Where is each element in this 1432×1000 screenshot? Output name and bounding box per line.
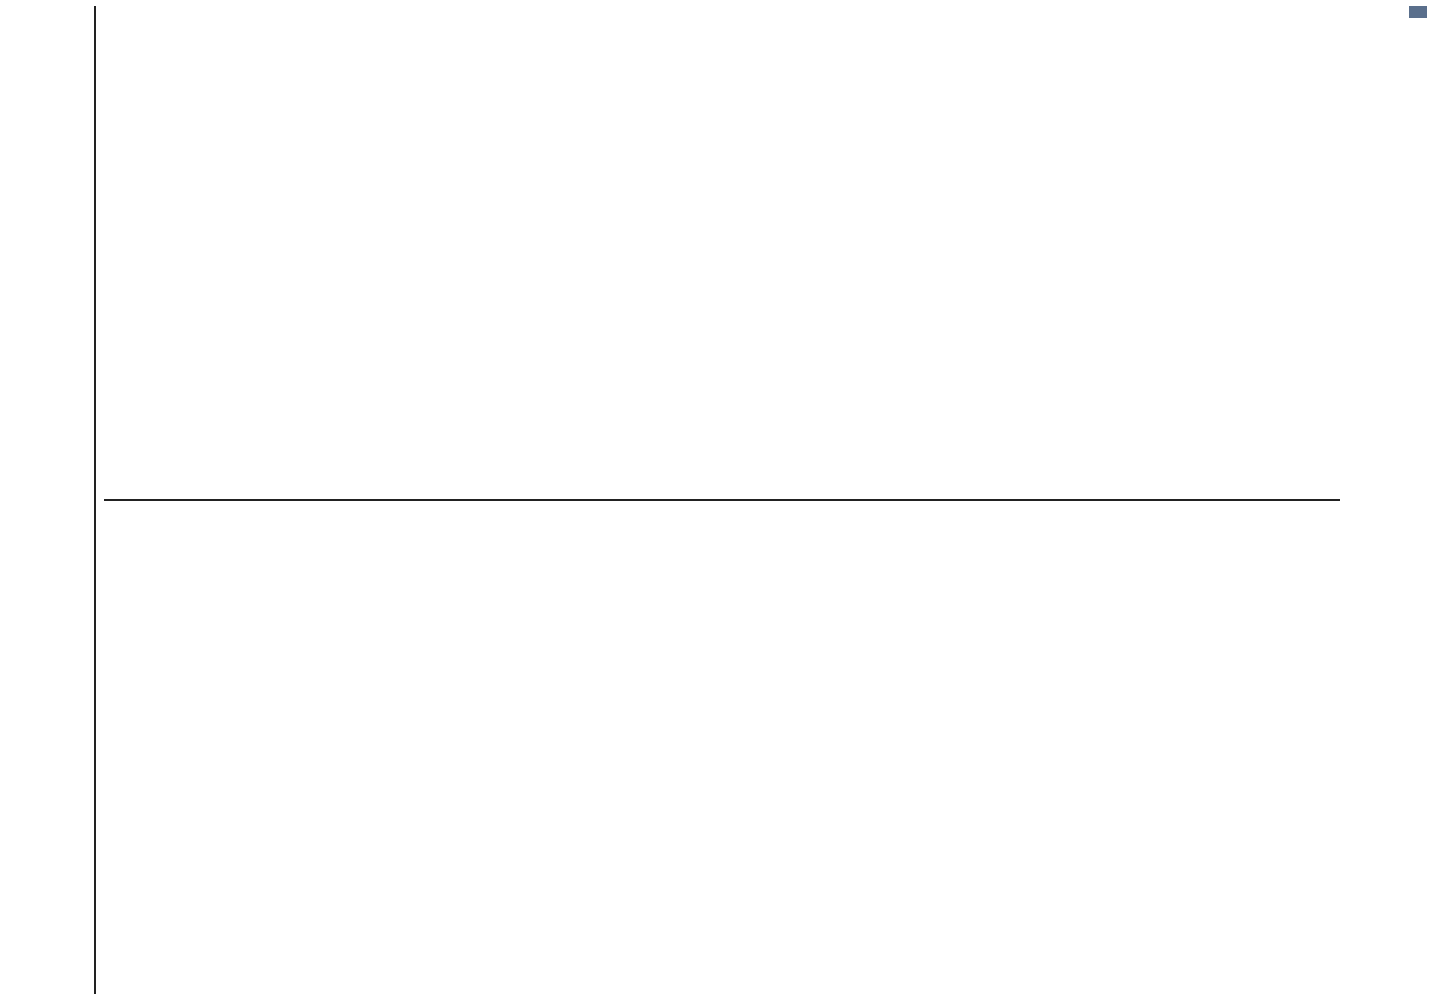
text-column-right (104, 6, 1340, 476)
text-column-left (104, 524, 1340, 994)
digitization-note-rotated (1408, 6, 1428, 994)
margin-marker-d (708, 0, 734, 4)
dfg-logo (1409, 6, 1427, 18)
digitization-note (1408, 6, 1428, 994)
margin-marker-b (708, 996, 734, 1000)
margin-marker-a (108, 996, 134, 1000)
rotated-page-content (48, 6, 1350, 994)
running-head (48, 6, 96, 994)
margin-marker-c (108, 0, 134, 4)
page-frame (48, 6, 1350, 994)
column-divider (104, 499, 1340, 501)
